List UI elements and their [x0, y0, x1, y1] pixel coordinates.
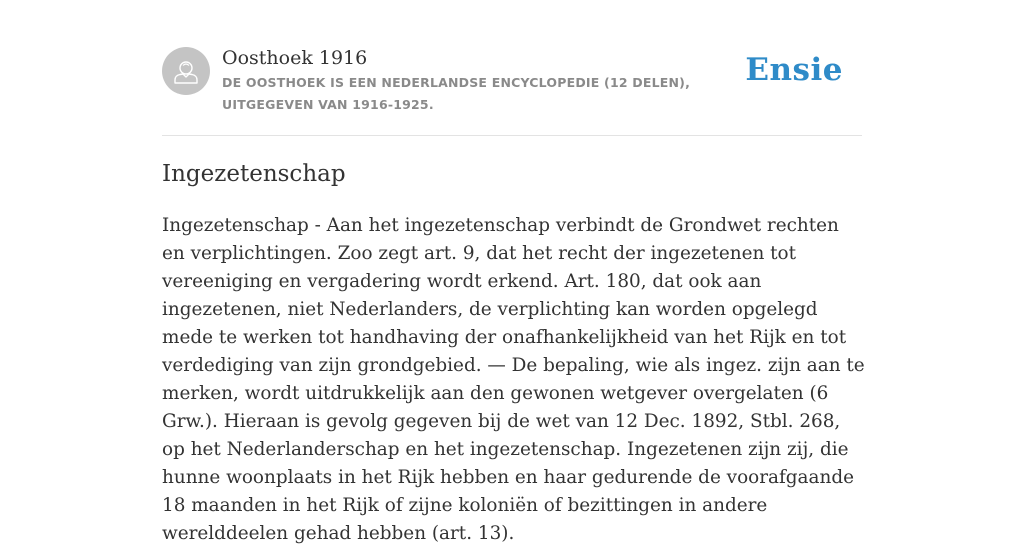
- source-title[interactable]: Oosthoek 1916: [222, 47, 368, 69]
- ensie-logo[interactable]: Ensie: [745, 52, 843, 88]
- article-title: Ingezetenschap: [162, 161, 346, 187]
- header-divider: [162, 135, 862, 136]
- user-avatar-icon: [162, 47, 210, 95]
- source-description: DE OOSTHOEK IS EEN NEDERLANDSE ENCYCLOPEDIE (12 DELEN), UITGEGEVEN VAN 1916-1925.: [222, 75, 691, 112]
- source-header: [162, 46, 862, 136]
- article-body: Ingezetenschap - Aan het ingezetenschap verbindt de Grondwet rechten en verplichtingen. Zoo zegt art. 9, dat het recht der ingezetenen tot vereeniging en vergadering wordt erkend. Art. 180, dat ook aan ingezetenen, niet Nederlanders, de verplichting kan worden opgelegd mede te werken tot handhaving der onafhankelijkheid van het Rijk en tot verdediging van zijn grondgebied. — De bepaling, wie als ingez. zijn aan te merken, wordt uitdrukkelijk aan den gewonen wetgever overgelaten (6 Grw.). Hieraan is gevolg gegeven bij de wet van 12 Dec. 1892, Stbl. 268, op het Nederlanderschap en het ingezetenschap. Ingezetenen zijn zij, die hunne woonplaats in het Rijk hebben en haar gedurende de voorafgaande 18 maanden in het Rijk of zijne koloniën of bezittingen in andere werelddeelen gehad hebben (art. 13).: [162, 215, 865, 544]
